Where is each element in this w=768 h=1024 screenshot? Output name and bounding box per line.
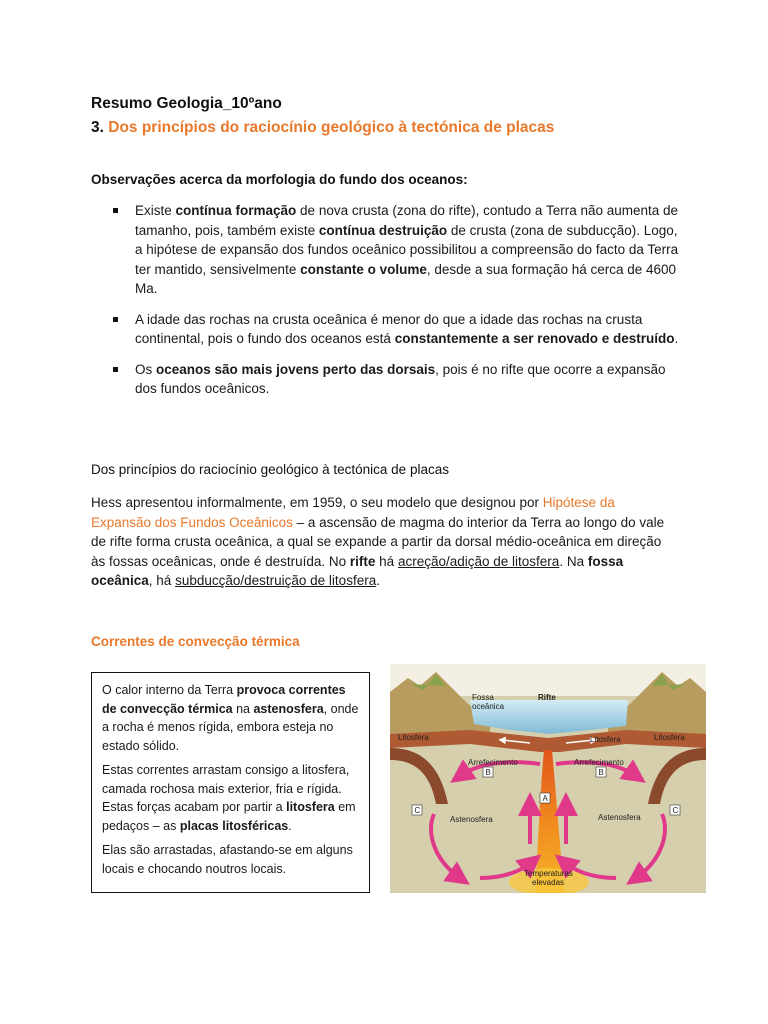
label-rifte: Rifte [538, 693, 556, 702]
box-paragraph: Estas correntes arrastam consigo a litosfera, camada rochosa mais exterior, fria e rígida. Estas forças acabam por partir a litosfera em pedaços – as placas litosféricas. [102, 763, 356, 833]
tag-b-left: B [485, 768, 491, 777]
label-litosfera-right: Litosfera [654, 733, 685, 742]
label-astenosfera-right: Astenosfera [598, 813, 641, 822]
tag-a: A [542, 794, 548, 803]
bullet-square-icon [113, 367, 118, 372]
tag-c-left: C [414, 806, 421, 815]
convection-diagram [390, 664, 706, 893]
convection-textbox [91, 672, 370, 893]
principles-heading: Dos princípios do raciocínio geológico à tectónica de placas [91, 462, 449, 477]
label-fossa: Fossa [472, 693, 494, 702]
hess-paragraph: Hess apresentou informalmente, em 1959, o seu modelo que designou por Hipótese da Expansão dos Fundos Oceânicos – a ascensão de magma do interior da Terra ao longo do vale de rifte forma crusta oceânica, a qual se expande a partir da dorsal médio-oceânica em direção às fossas oceânicas, onde é destruída. No rifte há acreção/adição de litosfera. Na fossa oceânica, há subducção/destruição de litosfera. [91, 495, 665, 588]
label-astenosfera-left: Astenosfera [450, 815, 493, 824]
convection-heading: Correntes de convecção térmica [91, 634, 300, 649]
observations-heading: Observações acerca da morfologia do fundo dos oceanos: [91, 172, 468, 187]
list-item: Existe contínua formação de nova crusta (zona do rifte), contudo a Terra não aumenta de tamanho, pois, também existe contínua destruição de crusta (zona de subducção). Logo, a hipótese de expansão dos fundos oceânico possibilitou a compreensão do facto da Terra ter mantido, sensivelmente constante o volume, desde a sua formação há cerca de 4600 Ma. [91, 201, 681, 299]
section-title-text: Dos princípios do raciocínio geológico à tectónica de placas [108, 119, 555, 136]
list-item: A idade das rochas na crusta oceânica é menor do que a idade das rochas na crusta continental, pois o fundo dos oceanos está constantemente a ser renovado e destruído. [91, 310, 681, 349]
box-paragraph: O calor interno da Terra provoca correntes de convecção térmica na astenosfera, onde a rocha é menos rígida, embora esteja no estado sólido. [102, 683, 359, 753]
list-item: Os oceanos são mais jovens perto das dorsais, pois é no rifte que ocorre a expansão dos fundos oceânicos. [91, 360, 681, 399]
bullet-square-icon [113, 208, 118, 213]
label-oceanica: oceânica [472, 702, 505, 711]
box-paragraph: Elas são arrastadas, afastando-se em alguns locais e chocando noutros locais. [102, 843, 353, 876]
label-litosfera-mid: Litosfera [590, 735, 621, 744]
section-number: 3. [91, 119, 104, 136]
section-title [91, 119, 554, 137]
tag-c-right: C [672, 806, 679, 815]
convection-diagram-svg [390, 664, 706, 893]
label-elevadas: elevadas [532, 878, 565, 887]
label-litosfera-left: Litosfera [398, 733, 429, 742]
observations-list [91, 201, 681, 410]
tag-b-right: B [598, 768, 604, 777]
label-arrefecimento-left: Arrefecimento [468, 758, 518, 767]
bullet-square-icon [113, 317, 118, 322]
label-temperaturas: Temperaturas [524, 869, 573, 878]
label-arrefecimento-right: Arrefecimento [574, 758, 624, 767]
document-title: Resumo Geologia_10ºano [91, 95, 282, 112]
hypothesis-name: Hipótese da Expansão dos Fundos Oceânicos [91, 495, 615, 530]
